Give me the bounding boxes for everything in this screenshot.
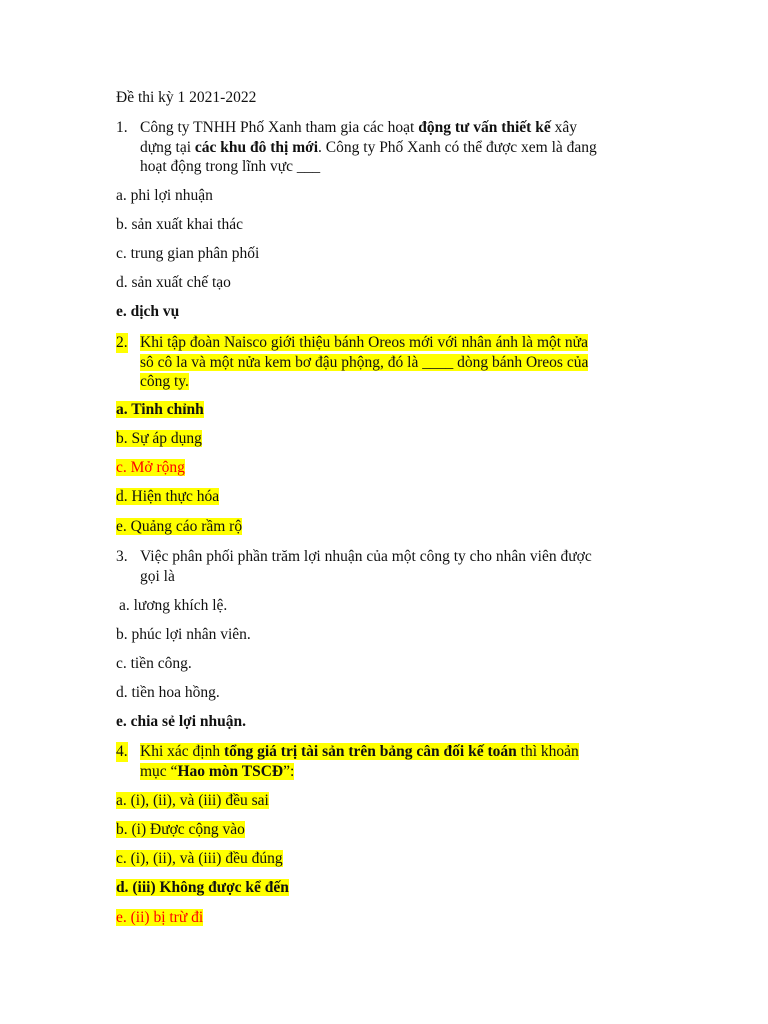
question-text <box>140 333 676 392</box>
question-text-bold: các khu đô thị mới <box>194 138 319 156</box>
question-1 <box>116 118 676 177</box>
question-text-part: dựng tại <box>140 138 195 156</box>
question-text-part: . Công ty Phố Xanh có thể được xem là đang <box>318 138 597 156</box>
question-3 <box>116 547 676 586</box>
q3-option-e-text: e. chia sẻ lợi nhuận. <box>116 713 247 730</box>
q1-option-e-text: e. dịch vụ <box>116 303 180 320</box>
q2-option-a-text: a. Tinh chỉnh <box>116 401 204 418</box>
q2-option-e-text: e. Quảng cáo rầm rộ <box>116 518 243 535</box>
q2-option-a <box>116 400 204 420</box>
question-2 <box>116 333 676 392</box>
question-number: 2. <box>116 334 128 351</box>
q1-option-b: b. sản xuất khai thác <box>116 216 243 233</box>
q2-option-c-text: c. Mở rộng <box>116 459 185 476</box>
q3-option-d: d. tiền hoa hồng. <box>116 684 220 701</box>
q1-option-d: d. sản xuất chế tạo <box>116 274 231 291</box>
q2-option-b-text: b. Sự áp dụng <box>116 430 202 447</box>
q3-option-c: c. tiền công. <box>116 655 192 672</box>
q4-option-c <box>116 849 283 869</box>
question-text <box>140 547 676 586</box>
question-text-line: gọi là <box>140 567 175 585</box>
q2-option-d-text: d. Hiện thực hóa <box>116 488 220 505</box>
q2-option-e <box>116 517 242 537</box>
question-text <box>140 118 676 177</box>
question-text-line <box>140 763 294 780</box>
question-text-part: thì khoản <box>516 743 579 760</box>
exam-title: Đề thi kỳ 1 2021-2022 <box>116 89 257 106</box>
q3-option-e <box>116 712 246 732</box>
question-number: 3. <box>116 548 128 565</box>
q2-option-b <box>116 429 202 449</box>
question-text <box>140 742 676 781</box>
q2-option-d <box>116 487 219 507</box>
question-text-part: mục “ <box>140 762 178 780</box>
question-4 <box>116 742 676 781</box>
question-number: 1. <box>116 119 128 136</box>
question-text-line: công ty. <box>140 373 189 390</box>
q4-option-e <box>116 908 203 928</box>
q3-option-b: b. phúc lợi nhân viên. <box>116 626 251 643</box>
q2-option-c <box>116 458 185 478</box>
question-text-part: ”: <box>283 762 295 780</box>
q4-option-d-text: d. (iii) Không được kể đến <box>116 879 289 896</box>
q1-option-a: a. phi lợi nhuận <box>116 187 213 204</box>
q1-option-c: c. trung gian phân phối <box>116 245 260 262</box>
q4-option-b <box>116 820 245 840</box>
q1-option-e <box>116 302 179 322</box>
question-text-part: Công ty TNHH Phố Xanh tham gia các hoạt <box>140 119 419 136</box>
q4-option-a <box>116 791 269 811</box>
q4-option-b-text: b. (i) Được cộng vào <box>116 821 245 838</box>
q3-option-a: a. lương khích lệ. <box>119 597 228 614</box>
question-number: 4. <box>116 743 128 760</box>
question-text-bold: động tư vấn thiết kế <box>418 119 551 136</box>
question-text-line: sô cô la và một nửa kem bơ đậu phộng, đó là ____ dòng bánh Oreos của <box>140 353 589 371</box>
q4-option-e-text: e. (ii) bị trừ đi <box>116 909 204 926</box>
q4-option-d <box>116 878 289 898</box>
q4-option-a-text: a. (i), (ii), và (iii) đều sai <box>116 792 269 809</box>
question-text-line: Khi tập đoàn Naisco giới thiệu bánh Oreos mới với nhân ánh là một nửa <box>140 334 588 351</box>
q4-option-c-text: c. (i), (ii), và (iii) đều đúng <box>116 850 283 867</box>
question-text-bold: Hao mòn TSCĐ <box>177 762 284 780</box>
question-text-part: Khi xác định <box>140 743 224 760</box>
question-text-line: Việc phân phối phần trăm lợi nhuận của một công ty cho nhân viên được <box>140 548 592 565</box>
question-text-part: xây <box>550 119 577 136</box>
question-text-bold: tổng giá trị tài sản trên bảng cân đối kế toán <box>223 743 517 760</box>
question-text-part: hoạt động trong lĩnh vực ___ <box>140 158 321 175</box>
question-text-line <box>140 743 579 760</box>
